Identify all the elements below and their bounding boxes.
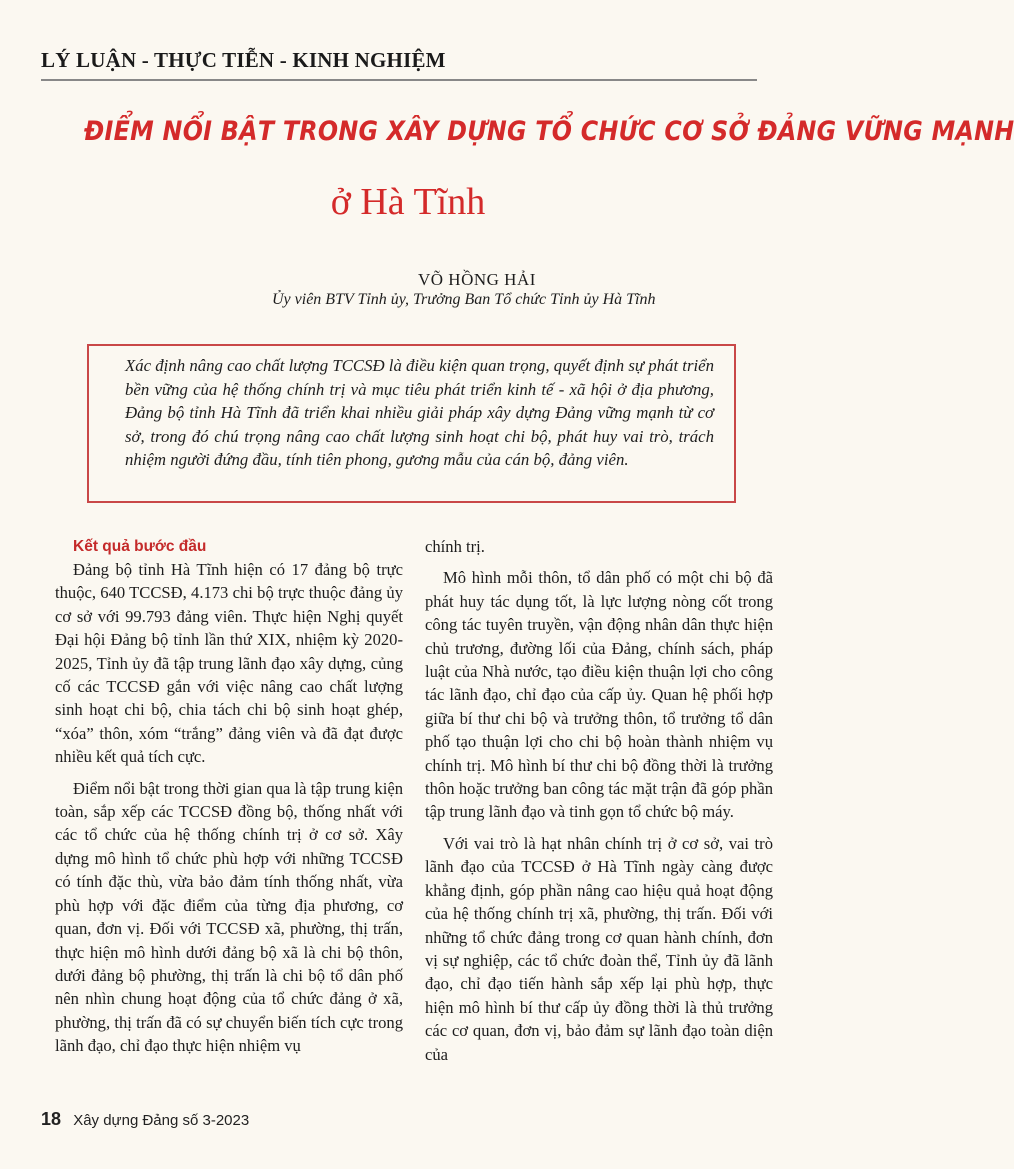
article-headline-location: ở Hà Tĩnh [330, 181, 486, 223]
page-footer [41, 1109, 249, 1130]
right-column [425, 535, 773, 1066]
paragraph: chính trị. [425, 537, 485, 556]
paragraph: Với vai trò là hạt nhân chính trị ở cơ sở, vai trò lãnh đạo của TCCSĐ ở Hà Tĩnh ngày càng được khẳng định, góp phần nâng cao hiệu quả hoạt động của hệ thống chính trị xã, phường, thị trấn. Đối với những tổ chức đảng trong cơ quan hành chính, đơn vị sự nghiệp, các tổ chức đoàn thể, Tỉnh ủy đã lãnh đạo, chỉ đạo tiến hành sắp xếp lại phù hợp, thực hiện mô hình bí thư cấp ủy đồng thời là thủ trưởng các cơ quan, đơn vị, bảo đảm sự lãnh đạo toàn diện của [425, 833, 773, 1064]
left-column [55, 535, 403, 1058]
section-title: LÝ LUẬN - THỰC TIỄN - KINH NGHIỆM [41, 48, 446, 72]
top-rule [41, 79, 757, 81]
author-role: Ủy viên BTV Tỉnh ủy, Trưởng Ban Tổ chức Tỉnh ủy Hà Tĩnh [272, 291, 656, 308]
subheading: Kết quả bước đầu [73, 538, 207, 555]
paragraph: Đảng bộ tỉnh Hà Tĩnh hiện có 17 đảng bộ trực thuộc, 640 TCCSĐ, 4.173 chi bộ trực thuộc đảng ủy cơ sở với 99.793 đảng viên. Thực hiện Nghị quyết Đại hội Đảng bộ tỉnh lần thứ XIX, nhiệm kỳ 2020-2025, Tỉnh ủy đã tập trung lãnh đạo xây dựng, củng cố các TCCSĐ gắn với việc nâng cao chất lượng sinh hoạt chi bộ, chia tách chi bộ sinh hoạt ghép, “xóa” thôn, xóm “trắng” đảng viên và đã đạt được nhiều kết quả tích cực. [55, 560, 403, 767]
article-headline: ĐIỂM NỔI BẬT TRONG XÂY DỰNG TỔ CHỨC CƠ SỞ ĐẢNG VỮNG MẠNH [84, 116, 1014, 147]
sapo-text: Xác định nâng cao chất lượng TCCSĐ là điều kiện quan trọng, quyết định sự phát triển bền vững của hệ thống chính trị và mục tiêu phát triển kinh tế - xã hội ở địa phương, Đảng bộ tỉnh Hà Tĩnh đã triển khai nhiều giải pháp xây dựng Đảng vững mạnh từ cơ sở, trong đó chú trọng nâng cao chất lượng sinh hoạt chi bộ, phát huy vai trò, trách nhiệm người đứng đầu, tính tiên phong, gương mẫu của cán bộ, đảng viên. [125, 356, 714, 469]
author-name: VÕ HỒNG HẢI [418, 270, 536, 289]
sapo-box [87, 344, 736, 503]
paragraph: Mô hình mỗi thôn, tổ dân phố có một chi bộ đã phát huy tác dụng tốt, là lực lượng nòng cốt trong công tác tuyên truyền, vận động nhân dân thực hiện chủ trương, đường lối của Đảng, chính sách, pháp luật của Nhà nước, tạo điều kiện thuận lợi cho công tác lãnh đạo, chỉ đạo của cấp ủy. Quan hệ phối hợp giữa bí thư chi bộ và trưởng thôn, tổ trưởng tổ dân phố tạo thuận lợi cho chi bộ hoàn thành nhiệm vụ chính trị. Mô hình bí thư chi bộ đồng thời là trưởng thôn hoặc trưởng ban công tác mặt trận đã góp phần tập trung lãnh đạo và tinh gọn tổ chức bộ máy. [425, 568, 773, 822]
paragraph: Điểm nổi bật trong thời gian qua là tập trung kiện toàn, sắp xếp các TCCSĐ đồng bộ, thống nhất với các tổ chức của hệ thống chính trị ở cơ sở. Xây dựng mô hình tổ chức phù hợp với những TCCSĐ có tính đặc thù, vừa bảo đảm tính thống nhất, vừa phù hợp với đặc điểm của từng địa phương, cơ quan, đơn vị. Đối với TCCSĐ xã, phường, thị trấn, thực hiện mô hình dưới đảng bộ xã là chi bộ thôn, dưới đảng bộ phường, thị trấn là chi bộ tổ dân phố nên nhìn chung hoạt động của tổ chức đảng ở xã, phường, thị trấn đã có sự chuyển biến tích cực trong lãnh đạo, chỉ đạo thực hiện nhiệm vụ [55, 778, 403, 1056]
page-number: 18 [41, 1109, 62, 1129]
magazine-issue: Xây dựng Đảng số 3-2023 [73, 1112, 250, 1129]
